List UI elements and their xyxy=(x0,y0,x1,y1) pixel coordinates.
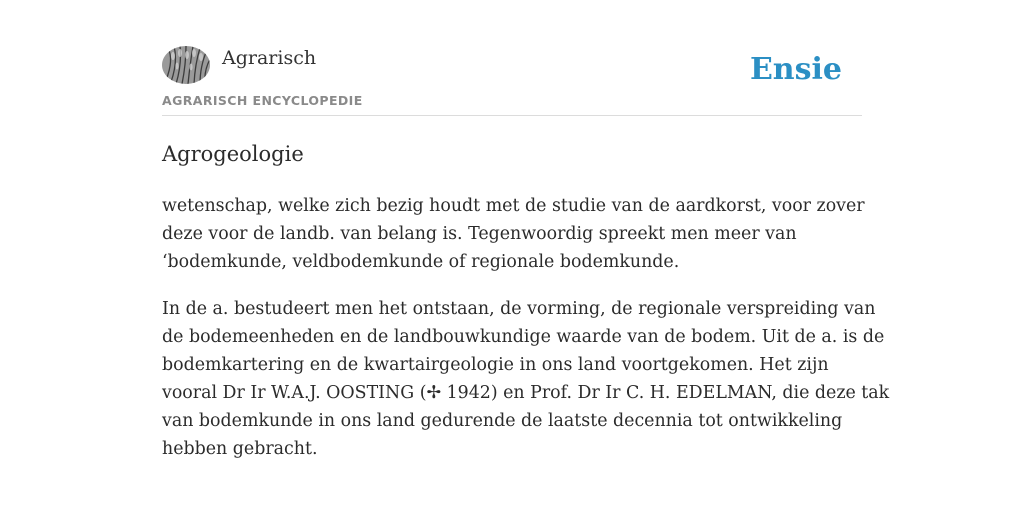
text-line: van bodemkunde in ons land gedurende de laatste decennia tot ontwikkeling xyxy=(162,411,843,431)
article-title: Agrogeologie xyxy=(162,142,304,166)
article-body xyxy=(162,192,890,482)
paragraph-2 xyxy=(162,295,890,463)
wheat-icon[interactable] xyxy=(162,46,210,84)
header xyxy=(162,44,862,116)
brand-logo-link[interactable]: Ensie xyxy=(749,52,842,87)
source-subtitle: AGRARISCH ENCYCLOPEDIE xyxy=(162,93,363,108)
source-name[interactable]: Agrarisch xyxy=(222,47,317,69)
text-line: bodemkartering en de kwartairgeologie in ons land voortgekomen. Het zijn xyxy=(162,355,829,375)
text-line: wetenschap, welke zich bezig houdt met de studie van de aardkorst, voor zover xyxy=(162,196,865,216)
text-line: vooral Dr Ir W.A.J. OOSTING (✢ 1942) en Prof. Dr Ir C. H. EDELMAN, die deze tak xyxy=(162,383,890,403)
paragraph-1 xyxy=(162,192,867,276)
header-divider xyxy=(162,115,862,116)
text-line: hebben gebracht. xyxy=(162,439,318,459)
text-line: de bodemeenheden en de landbouwkundige waarde van de bodem. Uit de a. is de xyxy=(162,327,885,347)
text-line: deze voor de landb. van belang is. Tegenwoordig spreekt men meer van xyxy=(162,224,797,244)
text-line: ‘bodemkunde, veldbodemkunde of regionale bodemkunde. xyxy=(162,252,680,272)
text-line: In de a. bestudeert men het ontstaan, de vorming, de regionale verspreiding van xyxy=(162,299,876,319)
